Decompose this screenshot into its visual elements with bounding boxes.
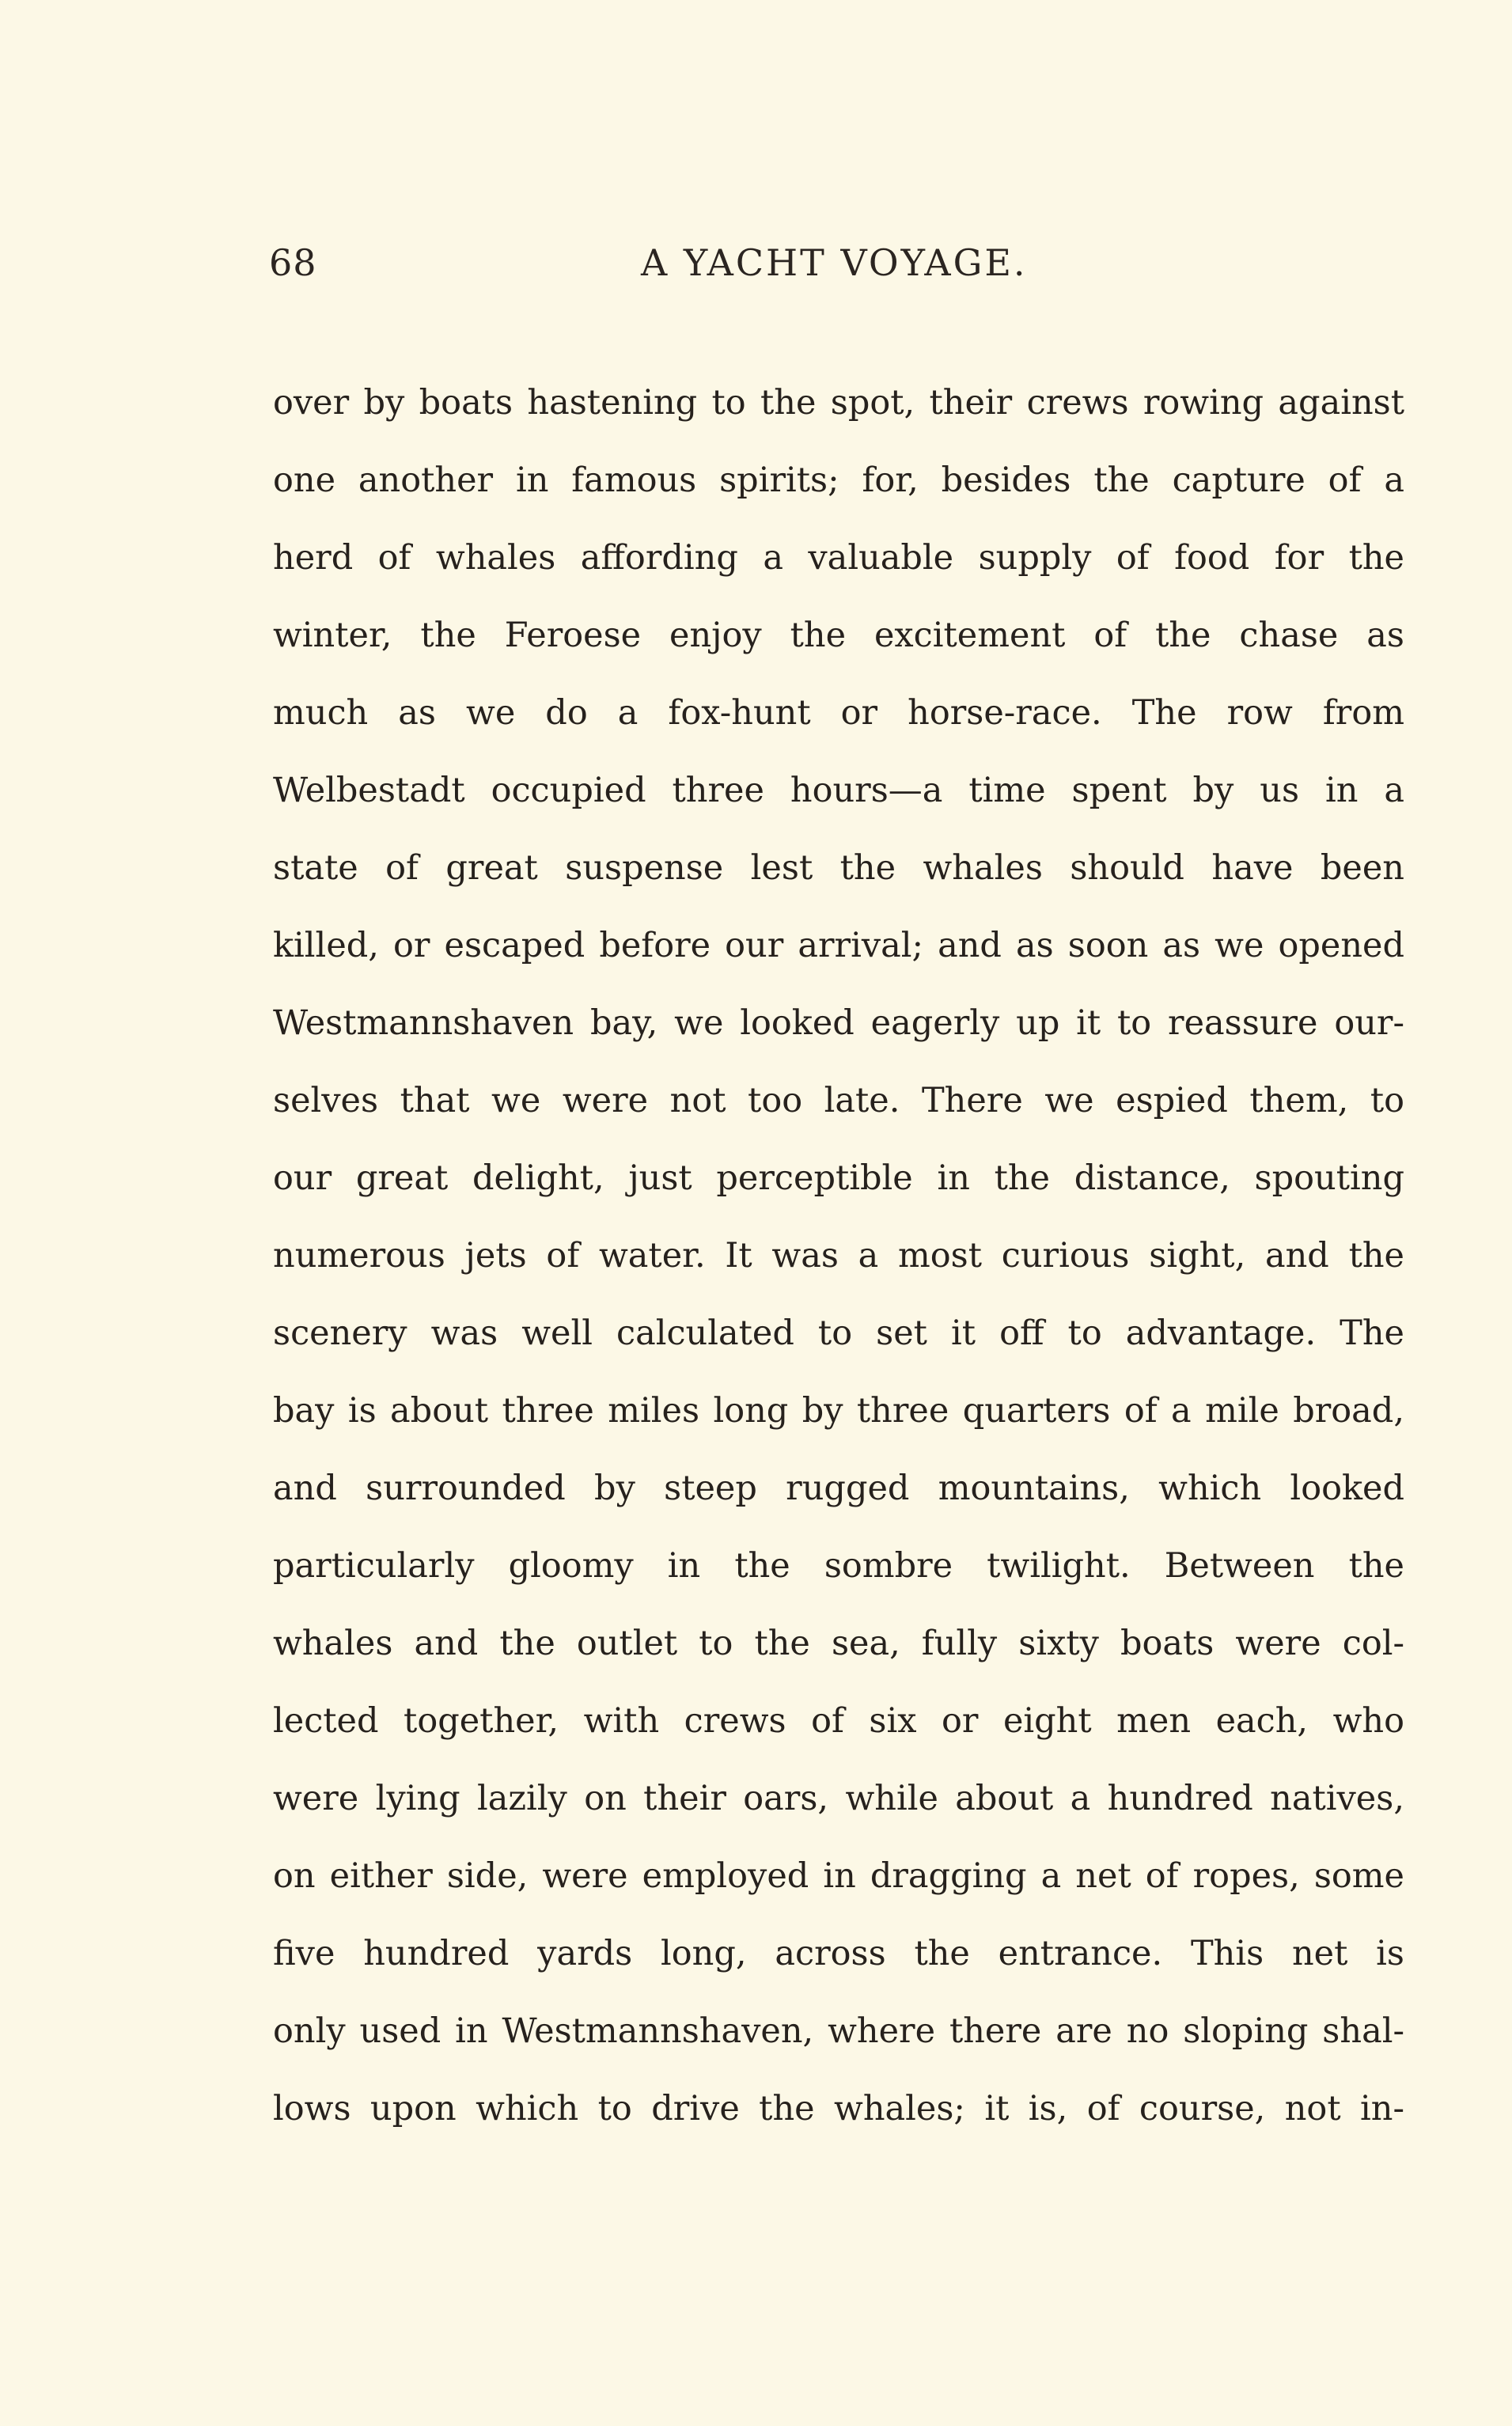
page-number: 68 xyxy=(269,241,317,284)
text-line: one another in famous spirits; for, besides the capture of a xyxy=(273,461,1404,500)
body-text xyxy=(273,364,1404,2147)
text-line: only used in Westmannshaven, where there are no sloping shal- xyxy=(273,2011,1404,2051)
text-line: numerous jets of water. It was a most curious sight, and the xyxy=(273,1236,1404,1276)
text-line: Welbestadt occupied three hours—a time spent by us in a xyxy=(273,771,1404,810)
text-line: selves that we were not too late. There we espied them, to xyxy=(273,1081,1404,1120)
text-line: Westmannshaven bay, we looked eagerly up it to reassure our- xyxy=(273,1003,1404,1043)
text-line: five hundred yards long, across the entrance. This net is xyxy=(273,1934,1404,1973)
running-title: A YACHT VOYAGE. xyxy=(641,241,1028,284)
text-line: over by boats hastening to the spot, their crews rowing against xyxy=(273,383,1404,423)
text-line: herd of whales affording a valuable supply of food for the xyxy=(273,538,1404,578)
text-line: particularly gloomy in the sombre twilight. Between the xyxy=(273,1546,1404,1586)
text-line: bay is about three miles long by three quarters of a mile broad, xyxy=(273,1391,1404,1431)
text-line: lows upon which to drive the whales; it is, of course, not in- xyxy=(273,2089,1404,2128)
text-line: winter, the Feroese enjoy the excitement of the chase as xyxy=(273,616,1404,655)
text-line: lected together, with crews of six or eight men each, who xyxy=(273,1701,1404,1741)
text-line: killed, or escaped before our arrival; and as soon as we opened xyxy=(273,926,1404,965)
text-line: were lying lazily on their oars, while about a hundred natives, xyxy=(273,1779,1404,1818)
text-line: and surrounded by steep rugged mountains, which looked xyxy=(273,1469,1404,1508)
text-line: state of great suspense lest the whales should have been xyxy=(273,848,1404,888)
text-line: our great delight, just perceptible in the distance, spouting xyxy=(273,1158,1404,1198)
text-line: scenery was well calculated to set it off to advantage. The xyxy=(273,1313,1404,1353)
running-head xyxy=(269,241,1408,297)
text-line: on either side, were employed in dragging a net of ropes, some xyxy=(273,1856,1404,1896)
text-line: much as we do a fox-hunt or horse-race. The row from xyxy=(273,693,1404,733)
text-line: whales and the outlet to the sea, fully sixty boats were col- xyxy=(273,1624,1404,1663)
